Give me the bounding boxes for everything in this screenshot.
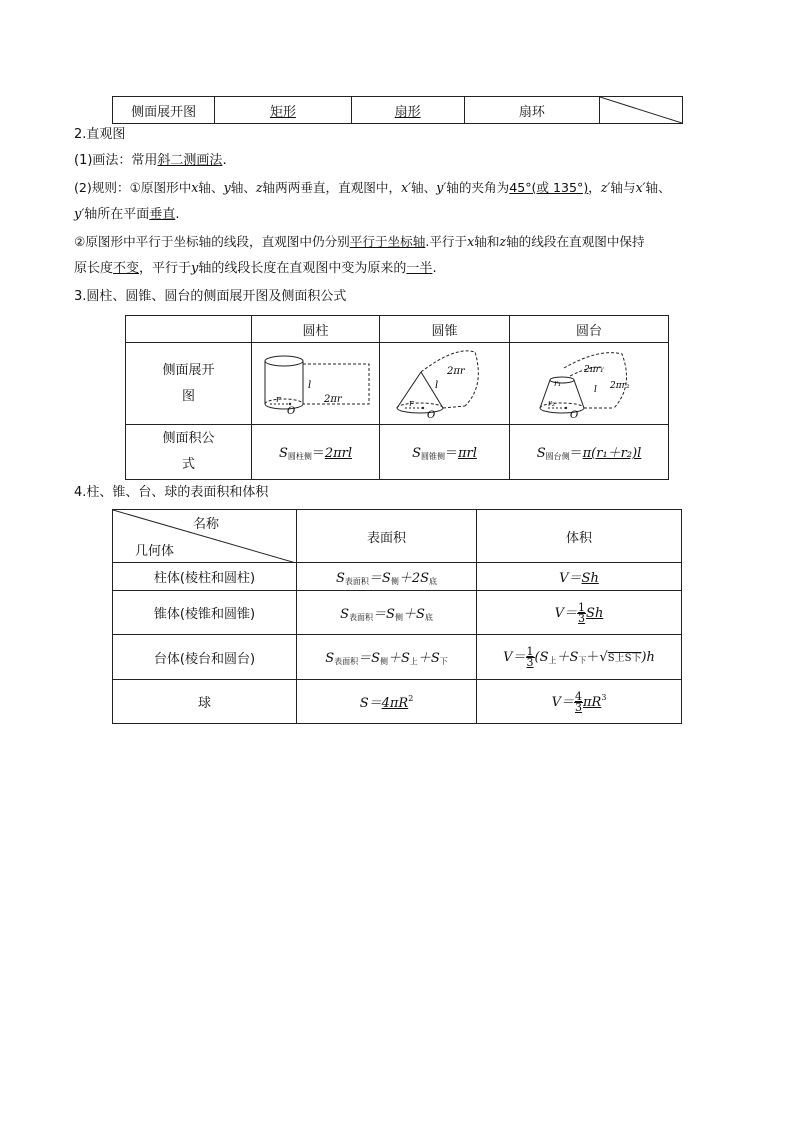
cylinder-unfold-shape: 矩形 — [215, 97, 351, 124]
col-header-cone: 圆锥 — [380, 316, 510, 343]
header-solid-label: 几何体 — [135, 544, 175, 559]
lateral-unfold-table-fragment — [112, 96, 683, 124]
frustum-r2-label: r₂ — [548, 398, 556, 408]
section-4-heading: 4.柱、锥、台、球的表面积和体积 — [74, 485, 269, 500]
empty-diagonal-cell — [600, 97, 683, 124]
volume-formula: V＝ $\frac{4}{3}$ $\pi R^3$ — [477, 680, 682, 724]
volume-formula: V＝Sh — [477, 563, 682, 591]
lateral-area-table — [125, 315, 669, 480]
row-label-unfold: 侧面展开 图 — [126, 343, 252, 425]
solid-name: 锥体(棱锥和圆锥) — [113, 591, 297, 635]
header-name-label: 名称 — [193, 517, 220, 532]
frustum-l-label: l — [594, 384, 597, 395]
cone-unfold-shape: 扇形 — [351, 97, 464, 124]
frustum-arc1-label: 2πr₁ — [584, 364, 604, 375]
solid-name: 台体(棱台和圆台) — [113, 635, 297, 680]
col-header-volume: 体积 — [477, 510, 682, 563]
solid-name: 柱体(棱柱和圆柱) — [113, 563, 297, 591]
cone-l-label: l — [434, 379, 438, 391]
cyl-l-label: l — [307, 379, 311, 391]
cone-o-label: O — [426, 409, 435, 421]
section-3-heading: 3.圆柱、圆锥、圆台的侧面展开图及侧面积公式 — [74, 289, 347, 304]
surface-area-formula: $S_{表面积}=S_侧+S_底$ — [297, 591, 477, 635]
frustum-unfold-figure — [510, 343, 669, 425]
col-header-surface-area: 表面积 — [297, 510, 477, 563]
solid-name: 球 — [113, 680, 297, 724]
table-row — [113, 563, 682, 591]
surface-area-formula: $S_{表面积}=S_侧+2S_底$ — [297, 563, 477, 591]
s2-rule-2: ②原图形中平行于坐标轴的线段，直观图中仍分别平行于坐标轴.平行于x轴和z轴的线段在直观图中保持 — [74, 234, 645, 249]
s2-drawing-method: (1)画法：常用斜二测画法. — [74, 153, 227, 168]
diagonal-header-cell — [113, 510, 297, 563]
cyl-o-label: O — [286, 405, 295, 417]
col-header-cylinder: 圆柱 — [252, 316, 380, 343]
section-2-heading: 2.直观图 — [74, 127, 126, 142]
table-row — [113, 680, 682, 724]
frustum-o-label: O — [570, 409, 579, 421]
col-header-frustum: 圆台 — [510, 316, 669, 343]
frustum-r1-label: r₁ — [554, 378, 562, 388]
surface-volume-table — [112, 509, 682, 724]
s2-rule-2-cont: 原长度不变，平行于y轴的线段长度在直观图中变为原来的一半. — [74, 261, 437, 276]
volume-formula: V＝ $\frac{1}{3}$ ($S_上+S_下+√S$上S下)h — [477, 635, 682, 680]
table-row — [113, 635, 682, 680]
frustum-unfold-shape: 扇环 — [464, 97, 599, 124]
frustum-arc2-label: 2πr₂ — [610, 380, 630, 391]
s2-rule-1-cont: y′轴所在平面垂直. — [74, 207, 180, 222]
row-label: 侧面展开图 — [113, 97, 215, 124]
cyl-r-label: r — [275, 394, 280, 405]
cone-lateral-formula: $S_{圆锥侧}=\pi rl$ — [380, 425, 510, 480]
corner-cell — [126, 316, 252, 343]
cone-arc-label: 2πr — [446, 365, 465, 377]
table-row — [113, 591, 682, 635]
cone-r-label: r — [408, 398, 413, 409]
surface-area-formula: $S=4\pi R^2$ — [297, 680, 477, 724]
cyl-arc-label: 2πr — [323, 393, 342, 405]
cone-unfold-figure — [380, 343, 510, 425]
volume-formula: V＝ $\frac{1}{3}$ Sh — [477, 591, 682, 635]
row-label-formula: 侧面积公 式 — [126, 425, 252, 480]
surface-area-formula: $S_{表面积}=S_侧+S_上+S_下$ — [297, 635, 477, 680]
cylinder-unfold-figure — [252, 343, 380, 425]
s2-rule-1: (2)规则：①原图形中x轴、y轴、z轴两两垂直，直观图中，x′轴、y′轴的夹角为45°(或 135°)，z′轴与x′轴、 — [74, 180, 671, 195]
cylinder-lateral-formula: $S_{圆柱侧}=2\pi rl$ — [252, 425, 380, 480]
frustum-lateral-formula: $S_{圆台侧}=\pi(r_1+r_2)l$ — [510, 425, 669, 480]
